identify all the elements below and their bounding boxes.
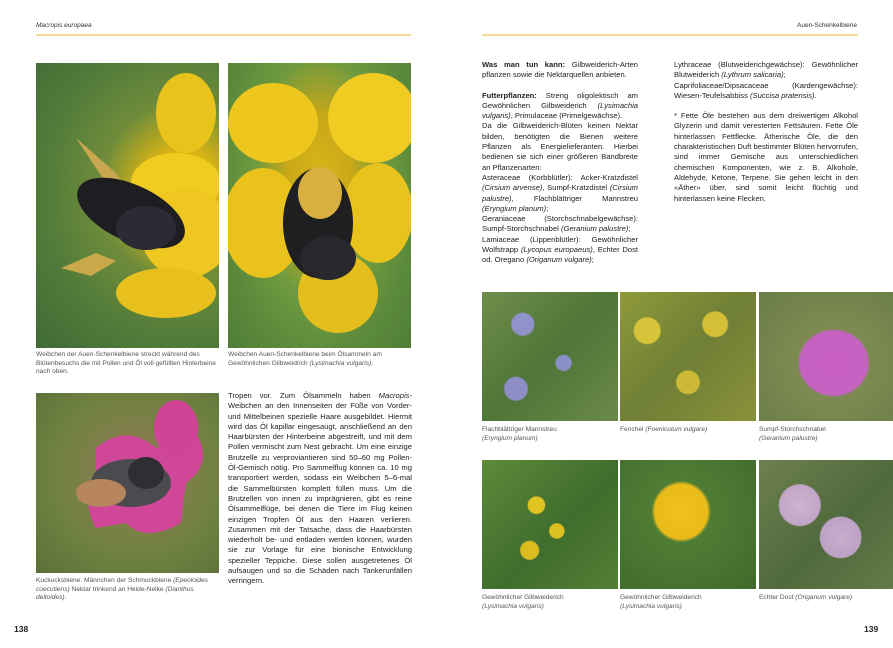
text: Lamiaceae (Lippenblütler): Gewöhnlicher Wolfstrapp — [482, 234, 638, 255]
left-page — [0, 0, 446, 648]
caption-text: Kuckucksbiene: Männchen der Schmuckbiene — [36, 577, 174, 584]
caption-text: Sumpf-Storchschnabel — [759, 426, 826, 433]
text: , Echter Dost od. Oregano — [482, 245, 639, 265]
text: ; — [546, 203, 549, 213]
footnote: * Fette Öle bestehen aus dem dreiwertigen Alkohol Glyzerin und damit veresterten Fettsäuren. Fette Öle hinterlassen Fettflecke. Ätherische Öle, die den charakteristischen Duft bestimmter Blüten hervorrufen, sind immer Gemische aus unterschiedlichen chemischen Komponenten, wie z. B. Alkohole, Aldehyde, Ketone, Terpene. Sie gehen leicht in den «Äther» über, sind somit leicht flüchtig und hinterlassen keine Flecken. — [674, 111, 858, 203]
text: Caprifoliaceae/Dipsacaceae (Kardengewächse): Wiesen-Teufelsabbiss — [674, 80, 858, 100]
body-text-col2 — [674, 60, 858, 204]
latin: (Lycopus europaeus) — [520, 245, 593, 255]
caption-latin: (Lysimachia vulgaris) — [482, 602, 544, 610]
body-text-part: -Weibchen an den Innenseiten der Füße von Vorder- und Mittelbeinen spezielle Haare ausgebildet. Hiermit wird das Öl kapillar eingesaugt, anschließend an den Haarbürsten der Hinterbeine abgestreift, und mit dem Pollen vermischt zum Nest gebracht. Um eine einzige Brutzelle zu verproviantieren sind 50–60 mg Pollen-Öl-Gemisch nötig. Pro Sammelflug können ca. 10 mg transportiert werden, sodass ein Weibchen 5–6-mal die Sammelbürsten komplett füllen muss. Um die Brutzellen von innen zu imprägnieren, gibt es reine Ölsammelflüge, bei denen die Tiere im Flug keinen einzigen Tropfen Öl aus den Haaren verlieren. Zusammen mit der Tatsache, dass die Haarbürsten wiederholt be- und entladen werden können, wurden sie zur Vorlage für eine bionische Entwicklung spezieller Teppiche. Diese sollen ausgetretenes Öl aufsaugen und so die Schäden nach Tankerunfällen verringern. — [228, 391, 412, 586]
fennel-photo — [620, 292, 756, 421]
caption-text: Weibchen Auen-Schenkelbiene beim Ölsammeln am Gewöhnlichen Gilbweidrich — [228, 351, 382, 367]
cuckoo-bee-illustration — [36, 393, 219, 573]
latin: (Geranium palustre) — [560, 224, 629, 234]
caption-bee-stretching: Weibchen der Auen-Schenkelbiene streckt während des Blütenbesuchs die mit Pollen und Öl voll gefüllten Hinterbeine nach oben. — [36, 351, 216, 376]
text: , Flachblättriger Mannstreu — [511, 193, 638, 203]
text: Geraniaceae (Storchschnabelgewächse): Sumpf-Storchschnabel — [482, 214, 638, 234]
caption-text: Nektar trinkend an Heide-Nelke — [69, 585, 166, 593]
caption-end: . — [64, 594, 67, 602]
latin: (Cirsium palustre) — [482, 183, 638, 203]
caption-lysimachia-2 — [620, 594, 756, 611]
caption-bee-collecting-oil — [228, 351, 413, 368]
latin: (Eryngium planum) — [482, 203, 547, 213]
caption-geranium — [759, 426, 893, 443]
latin: (Lythrum salicaria) — [721, 70, 784, 80]
text: Gilbweiderich-Arten pflanzen sowie die Nektarquellen anbieten. — [482, 60, 638, 80]
paragraph-was-man-tun-kann — [482, 60, 638, 81]
lysimachia-photo-1 — [482, 460, 618, 589]
bee-collecting-oil-photo — [228, 63, 411, 348]
caption-text: Echter Dost — [759, 594, 796, 601]
label-was-man-tun-kann: Was man tun kann: — [482, 60, 566, 69]
caption-latin: (Epeoloides coecutiens) — [36, 577, 208, 593]
latin: (Lysimachia vulgaris) — [482, 100, 638, 121]
eryngium-photo — [482, 292, 618, 421]
caption-lysimachia-1 — [482, 594, 618, 611]
page-number-left: 138 — [14, 624, 29, 634]
body-text-part: Tropen vor. Zum Ölsammeln haben — [228, 391, 379, 400]
body-text-italic: Macropis — [378, 391, 410, 400]
paragraph-lythraceae — [674, 60, 858, 81]
text: , Sumpf-Kratzdistel — [542, 183, 610, 193]
caption-latin: (Origanum vulgare) — [795, 594, 853, 601]
bee-on-flower-illustration — [228, 63, 411, 348]
caption-latin: (Eryngium planum) — [482, 434, 538, 442]
caption-latin: (Lysimachia vulgaris) — [309, 359, 372, 367]
paragraph-asteraceae — [482, 173, 638, 214]
latin: (Origanum vulgare) — [526, 255, 592, 265]
paragraph-futterpflanzen — [482, 91, 638, 122]
caption-origanum — [759, 594, 893, 603]
caption-cuckoo-bee — [36, 577, 221, 603]
paragraph-geraniaceae — [482, 214, 638, 235]
cuckoo-bee-photo — [36, 393, 219, 573]
text: Streng oligolektisch am Gewöhnlichen Gilbweiderich — [482, 90, 638, 110]
caption-text: Fenchel — [620, 426, 646, 433]
paragraph-nectar: Da die Gilbweiderich-Blüten keinen Nektar bilden, benötigten die Bienen weitere Pflanzen als Energielieferanten. Hierbei bedienen sie sich einer größeren Bandbreite an Pflanzenarten: — [482, 121, 638, 172]
caption-text: Gewöhnlicher Gilbweiderich — [620, 594, 702, 601]
caption-text: Gewöhnlicher Gilbweiderich — [482, 594, 564, 601]
paragraph-lamiaceae — [482, 235, 638, 266]
geranium-photo — [759, 292, 893, 421]
header-rule-left — [36, 34, 411, 36]
header-rule-right — [482, 34, 858, 36]
text: ; — [628, 224, 631, 234]
latin: (Succisa pratensis) — [749, 90, 815, 100]
caption-latin: (Foeniculum vulgare) — [645, 426, 708, 433]
text: ; — [783, 70, 786, 80]
caption-latin: (Dianthus deltoides) — [36, 585, 194, 602]
text: ; — [591, 255, 594, 265]
body-text-col1 — [482, 60, 638, 266]
latin: (Cirsium arvense) — [482, 183, 543, 193]
origanum-photo — [759, 460, 893, 589]
caption-fennel — [620, 426, 756, 435]
text: , Primulaceae (Primelgewächse). — [510, 111, 623, 121]
caption-end: . — [371, 359, 374, 367]
paragraph-caprifoliaceae — [674, 81, 858, 102]
lysimachia-photo-2 — [620, 460, 756, 589]
bee-stretching-legs-photo — [36, 63, 219, 348]
bee-illustration — [36, 63, 219, 348]
running-head-right: Auen-Schenkelbiene — [797, 22, 857, 29]
label-futterpflanzen: Futterpflanzen: — [482, 90, 537, 100]
text: Asteraceae (Korbblütler): Acker-Kratzdistel — [482, 172, 638, 182]
right-page — [446, 0, 893, 648]
caption-text: Flachblättriger Mannstreu — [482, 426, 557, 433]
caption-latin: (Lysimachia vulgaris) — [620, 602, 682, 610]
caption-latin: (Geranium palustre) — [759, 434, 818, 442]
body-text-left — [228, 391, 412, 587]
text: . — [814, 90, 817, 100]
caption-eryngium — [482, 426, 618, 443]
page-number-right: 139 — [864, 624, 879, 634]
text: Lythraceae (Blutweiderichgewächse): Gewöhnlicher Blutweiderich — [674, 60, 858, 80]
running-head-left: Macropis europaea — [36, 22, 92, 29]
